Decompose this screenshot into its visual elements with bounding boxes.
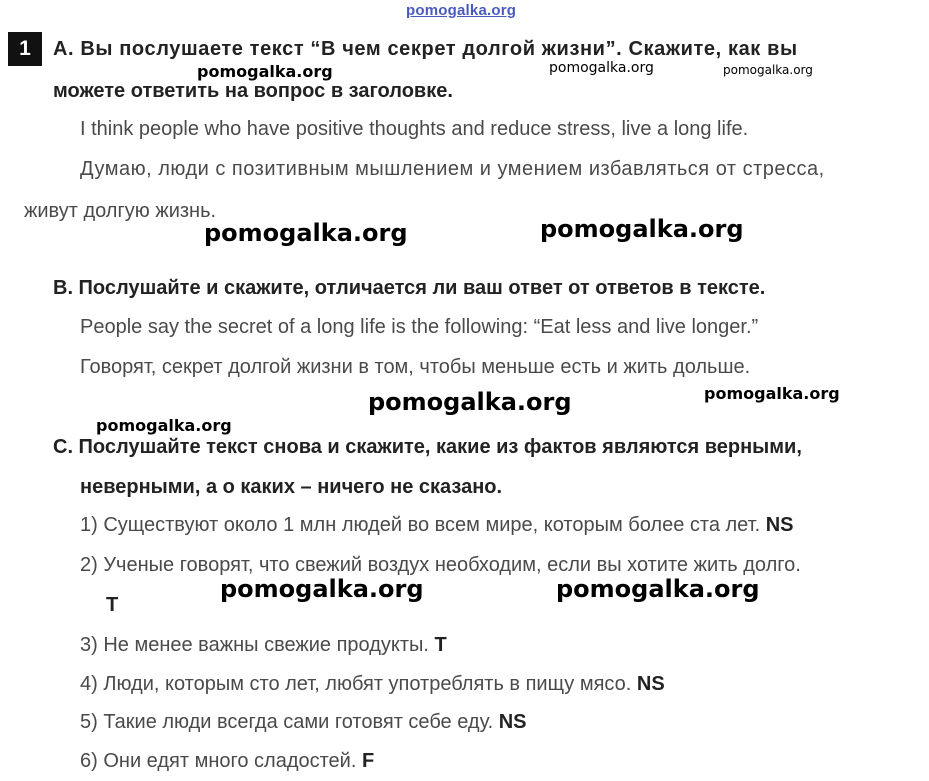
section-c-heading-line1: C. Послушайте текст снова и скажите, какие из фактов являются верными, <box>53 436 802 458</box>
fact-item-text: 5) Такие люди всегда сами готовят себе еду. <box>80 711 494 733</box>
fact-item-5 <box>80 711 527 734</box>
fact-item-6 <box>80 750 374 773</box>
section-a-english-text: I think people who have positive thoughts and reduce stress, live a long life. <box>80 118 749 140</box>
fact-answer: NS <box>765 514 794 536</box>
section-a-heading-line2: можете ответить на вопрос в заголовке. <box>53 80 453 102</box>
exercise-number-badge: 1 <box>8 32 42 66</box>
section-b-heading: B. Послушайте и скажите, отличается ли ваш ответ от ответов в тексте. <box>53 277 766 299</box>
section-a-heading-line1: A. Вы послушаете текст “В чем секрет долгой жизни”. Скажите, как вы <box>53 38 798 60</box>
fact-item-text: 6) Они едят много сладостей. <box>80 750 357 772</box>
watermark: pomogalka.org <box>704 384 840 403</box>
fact-item-text: 1) Существуют около 1 млн людей во всем мире, которым более ста лет. <box>80 514 761 536</box>
watermark: pomogalka.org <box>220 575 424 603</box>
fact-item-1 <box>80 514 794 537</box>
watermark: pomogalka.org <box>540 215 744 243</box>
section-a-russian-line2: живут долгую жизнь. <box>24 200 217 222</box>
watermark: pomogalka.org <box>197 62 333 81</box>
section-a-russian-line1: Думаю, люди с позитивным мышлением и умением избавляться от стресса, <box>80 158 825 180</box>
fact-item-3 <box>80 634 447 657</box>
section-b-russian-text: Говорят, секрет долгой жизни в том, чтобы меньше есть и жить дольше. <box>80 356 751 378</box>
watermark: pomogalka.org <box>549 60 654 76</box>
fact-answer: NS <box>498 711 527 733</box>
fact-answer: T <box>434 634 447 656</box>
fact-answer: NS <box>636 673 665 695</box>
watermark: pomogalka.org <box>96 416 232 435</box>
watermark: pomogalka.org <box>368 388 572 416</box>
watermark: pomogalka.org <box>556 575 760 603</box>
fact-item-text: 4) Люди, которым сто лет, любят употреблять в пищу мясо. <box>80 673 632 695</box>
fact-item-text: 2) Ученые говорят, что свежий воздух необходим, если вы хотите жить долго. <box>80 554 801 576</box>
top-watermark: pomogalka.org <box>406 2 517 19</box>
watermark: pomogalka.org <box>723 63 813 77</box>
section-c-heading-line2: неверными, а о каких – ничего не сказано. <box>80 476 503 498</box>
fact-item-4 <box>80 673 665 696</box>
fact-item-2 <box>80 554 801 577</box>
watermark: pomogalka.org <box>204 219 408 247</box>
section-b-english-text: People say the secret of a long life is the following: “Eat less and live longer.” <box>80 316 759 338</box>
fact-answer: F <box>361 750 375 772</box>
fact-item-text: 3) Не менее важны свежие продукты. <box>80 634 429 656</box>
fact-answer: T <box>106 594 119 616</box>
